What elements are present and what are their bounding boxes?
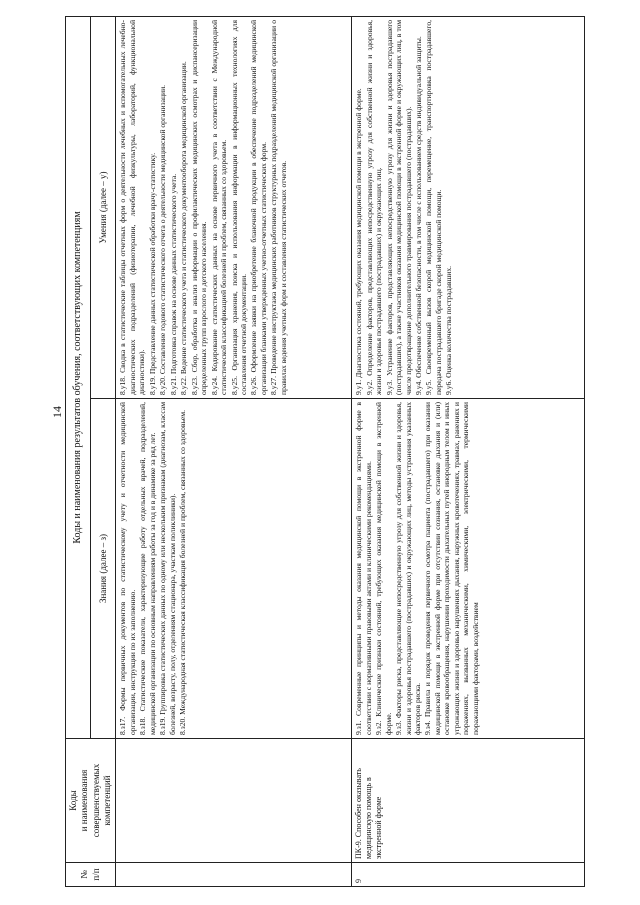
- knowledge-item: 8.з17. Формы первичных документов по статистическому учету и отчетности медицинской организации, инструкции по их заполнению.: [118, 402, 137, 735]
- skill-item: 9.у2. Определение факторов, представляющих непосредственную угрозу для собственной жизни и здоровья, жизни и здоровья пострадавшего (пострадавших) и окружающих лиц.: [364, 19, 384, 395]
- knowledge-item: 9.з3. Факторы риска, представляющие непосредственную угрозу для собственной жизни и здоровья, жизни и здоровья пострадавшего (пострадавших) и окружающих лиц, методы устранения указанных факторов риска.: [394, 402, 422, 735]
- row-knowledge: [352, 399, 585, 739]
- skill-item: 9.у5. Своевременный вызов скорой медицинской помощи, перемещение, транспортировка пострадавшего, передача пострадавшего бригаде скорой медицинской помощи.: [424, 19, 443, 395]
- row-num: [116, 863, 352, 887]
- skill-item: 8.у20. Составление годового статистического отчета о деятельности медицинской организации.: [158, 84, 168, 395]
- knowledge-item: 8.з18. Статистические показатели, характеризующие работу отдельных врачей, подразделений, медицинской организации по основным направлениям работы за год и в динамике за ряд лет.: [138, 402, 157, 735]
- skill-item: 9.у4. Обеспечение собственной безопасности, в том числе с использованием средств индивидуальной защиты.: [414, 36, 423, 395]
- skill-item: 9.у1. Диагностика состояний, требующих оказания медицинской помощи в экстренной форме.: [354, 88, 364, 395]
- table-row: [352, 16, 585, 886]
- row-code: [116, 739, 352, 863]
- skill-item: 8.у18. Сводка в статистические таблицы отчетных форм о деятельности лечебных и вспомогательных лечебно-диагностических подразделений (физиотерапии, лечебной физкультуры, лабораторий, функциональной диагностики).: [118, 19, 147, 395]
- table-row: [116, 16, 352, 886]
- skill-item: 8.у24. Кодирование статистических данных на основе первичного учета в соответствии с Международной статистической классификацией болезней и проблем, связанных со здоровьем.: [209, 19, 229, 395]
- knowledge-item: 9.з4. Правила и порядок проведения первичного осмотра пациента (пострадавшего) при оказании медицинской помощи в экстренной форме при отсутствии сознания, остановке дыхания и (или) остановке кровообращения, нарушении проходимости дыхательных путей инородным телом и иных угрожающих жизни и здоровью нарушениях дыхания, наружных кровотечениях, травмах, ранениях и поражениях, вызванных механическими, химическими, электрическими, термическими поражающими факторами, воздействием: [423, 402, 480, 735]
- skill-item: 8.у27. Проведение инструктажа медицинских работников структурных подразделений медицинской организации о правилах ведения учетных форм и составления статистических отчетов.: [269, 19, 288, 395]
- knowledge-item: 9.з2. Клинические признаки состояний, требующих оказания медицинской помощи в экстренной форме.: [374, 402, 393, 735]
- knowledge-item: 9.з1. Современные принципы и методы оказания медицинской помощи в экстренной форме в соответствии с нормативными правовыми актами и клиническими рекомендациями.: [354, 402, 373, 735]
- skill-item: 8.у22. Ведение статистического учета и статистического документооборота медицинской организации.: [179, 61, 189, 395]
- row-num: 9: [352, 863, 585, 887]
- knowledge-item: 8.з20. Международная статистическая классификация болезней и проблем, связанных со здоровьем.: [178, 409, 188, 735]
- row-knowledge: [116, 399, 352, 739]
- knowledge-item: 8.з19. Группировка статистических данных по одному или нескольким признакам (диагнозам, классам болезней, возрасту, полу, отделениям стационара, участкам поликлиники).: [158, 402, 177, 735]
- skill-item: 9.у3. Устранение факторов, представляющих непосредственную угрозу для жизни и здоровья пострадавшего (пострадавших), а также участников оказания медицинской помощи в экстренной форме и окружающих лиц, в том числе предотвращение дополнительного травмирования пострадавшего (пострадавших).: [384, 19, 413, 395]
- rotated-table-container: [65, 17, 585, 887]
- header-num: № п/п: [66, 863, 116, 887]
- row-code: ПК-9. Способен оказывать медицинскую помощь в экстренной форме: [352, 739, 585, 863]
- header-knowledge: Знания (далее – з): [91, 399, 116, 739]
- skill-item: 8.у23. Сбор, обработка и анализ информации о профилактических медицинских осмотрах и диспансеризации определенных групп взрослого и детского населения.: [189, 19, 209, 395]
- skill-item: 8.у26. Оформление заявки на приобретение бланочной продукции в обеспечение подразделений медицинской организации бланками утвержденных учетно-отчетных статистических форм.: [249, 19, 268, 395]
- row-skills: [116, 16, 352, 398]
- header-skills: Умения (далее – у): [91, 16, 116, 398]
- competency-table: [65, 16, 585, 887]
- skill-item: 8.у25. Организация хранения, поиска и использования информации в информационных технологиях для составления отчетной документации.: [229, 19, 248, 395]
- skill-item: 9.у6. Оценка количества пострадавших.: [444, 265, 454, 395]
- header-codes: Коды и наименования совершенствуемых компетенций: [66, 739, 116, 863]
- skill-item: 8.у21. Подготовка справок на основе данных статистического учета.: [168, 173, 178, 395]
- row-skills: [352, 16, 585, 398]
- header-results: Коды и наименования результатов обучения, соответствующих компетенциям: [66, 16, 91, 738]
- page-number: 14: [50, 406, 64, 418]
- skill-item: 8.у19. Представление данных статистической обработки врачу-статистику.: [147, 152, 157, 395]
